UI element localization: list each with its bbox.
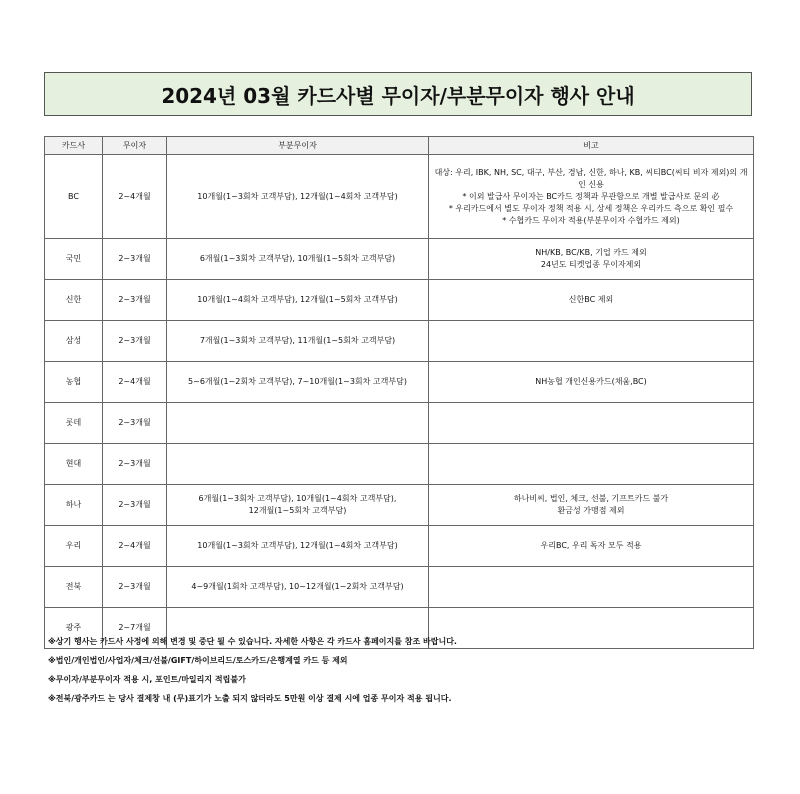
footnote: ※상기 행사는 카드사 사정에 의해 변경 및 중단 될 수 있습니다. 자세한 사항은 각 카드사 홈페이지를 참조 바랍니다. bbox=[48, 637, 457, 646]
remark: 신한BC 제외 bbox=[429, 280, 754, 321]
card-name: 전북 bbox=[45, 567, 103, 608]
footnote: ※전북/광주카드 는 당사 결제창 내 (무)표기가 노출 되지 않더라도 5만원 이상 결제 시에 업종 무이자 적용 됩니다. bbox=[48, 694, 452, 703]
table-row bbox=[45, 444, 754, 485]
card-name: BC bbox=[45, 155, 103, 239]
card-name: 롯데 bbox=[45, 403, 103, 444]
remark bbox=[429, 321, 754, 362]
partial-installment bbox=[167, 444, 429, 485]
partial-installment: 5~6개월(1~2회차 고객부담), 7~10개월(1~3회차 고객부담) bbox=[167, 362, 429, 403]
remark bbox=[429, 444, 754, 485]
card-name: 농협 bbox=[45, 362, 103, 403]
card-name: 삼성 bbox=[45, 321, 103, 362]
remark: NH농협 개인신용카드(채움,BC) bbox=[429, 362, 754, 403]
remark: 하나비씨, 법인, 체크, 선불, 기프트카드 불가 환금성 가맹점 제외 bbox=[429, 485, 754, 526]
remark bbox=[429, 403, 754, 444]
partial-installment: 10개월(1~3회차 고객부담), 12개월(1~4회차 고객부담) bbox=[167, 155, 429, 239]
table-row bbox=[45, 485, 754, 526]
partial-installment: 10개월(1~4회차 고객부담), 12개월(1~5회차 고객부담) bbox=[167, 280, 429, 321]
card-name: 현대 bbox=[45, 444, 103, 485]
free-installment: 2~3개월 bbox=[103, 444, 167, 485]
partial-installment: 4~9개월(1회차 고객부담), 10~12개월(1~2회차 고객부담) bbox=[167, 567, 429, 608]
header-card: 카드사 bbox=[45, 137, 103, 155]
footnote: ※법인/개인법인/사업자/체크/선불/GIFT/하이브리드/토스카드/은행계열 카드 등 제외 bbox=[48, 656, 348, 665]
remark: 우리BC, 우리 독자 모두 적용 bbox=[429, 526, 754, 567]
free-installment: 2~3개월 bbox=[103, 403, 167, 444]
page-title: 2024년 03월 카드사별 무이자/부분무이자 행사 안내 bbox=[44, 72, 752, 116]
free-installment: 2~4개월 bbox=[103, 362, 167, 403]
table-row bbox=[45, 321, 754, 362]
free-installment: 2~3개월 bbox=[103, 239, 167, 280]
partial-installment: 6개월(1~3회차 고객부담), 10개월(1~4회차 고객부담), 12개월(1~5회차 고객부담) bbox=[167, 485, 429, 526]
partial-installment: 7개월(1~3회차 고객부담), 11개월(1~5회차 고객부담) bbox=[167, 321, 429, 362]
table-row bbox=[45, 403, 754, 444]
remark bbox=[429, 567, 754, 608]
free-installment: 2~3개월 bbox=[103, 485, 167, 526]
remark: NH/KB, BC/KB, 기업 카드 제외 24년도 티켓업종 무이자제외 bbox=[429, 239, 754, 280]
installment-table bbox=[44, 136, 754, 649]
header-free: 무이자 bbox=[103, 137, 167, 155]
table-header-row bbox=[45, 137, 754, 155]
card-name: 국민 bbox=[45, 239, 103, 280]
table-row bbox=[45, 239, 754, 280]
header-remark: 비고 bbox=[429, 137, 754, 155]
partial-installment: 6개월(1~3회차 고객부담), 10개월(1~5회차 고객부담) bbox=[167, 239, 429, 280]
remark: 대상: 우리, IBK, NH, SC, 대구, 부산, 경남, 신한, 하나, KB, 씨티BC(씨티 비자 제외)의 개인 신용 * 이외 발급사 무이자는 BC카드 정책과 무관함으로 개별 발급사로 문의 必 * 우리카드에서 별도 무이자 정책 적용 시, 상세 정책은 우리카드 측으로 확인 필수 * 수협카드 무이자 적용(부분무이자 수협카드 제외) bbox=[429, 155, 754, 239]
table-row bbox=[45, 567, 754, 608]
free-installment: 2~3개월 bbox=[103, 567, 167, 608]
table-row bbox=[45, 362, 754, 403]
free-installment: 2~7개월 bbox=[103, 608, 167, 649]
footnotes bbox=[48, 636, 768, 712]
table-row bbox=[45, 280, 754, 321]
free-installment: 2~4개월 bbox=[103, 526, 167, 567]
partial-installment: 10개월(1~3회차 고객부담), 12개월(1~4회차 고객부담) bbox=[167, 526, 429, 567]
footnote: ※무이자/부분무이자 적용 시, 포인트/마일리지 적립불가 bbox=[48, 675, 246, 684]
card-name: 하나 bbox=[45, 485, 103, 526]
free-installment: 2~3개월 bbox=[103, 321, 167, 362]
table-row bbox=[45, 526, 754, 567]
table-row bbox=[45, 155, 754, 239]
card-name: 우리 bbox=[45, 526, 103, 567]
free-installment: 2~3개월 bbox=[103, 280, 167, 321]
card-name: 신한 bbox=[45, 280, 103, 321]
free-installment: 2~4개월 bbox=[103, 155, 167, 239]
header-partial: 부분무이자 bbox=[167, 137, 429, 155]
card-name: 광주 bbox=[45, 608, 103, 649]
partial-installment bbox=[167, 403, 429, 444]
